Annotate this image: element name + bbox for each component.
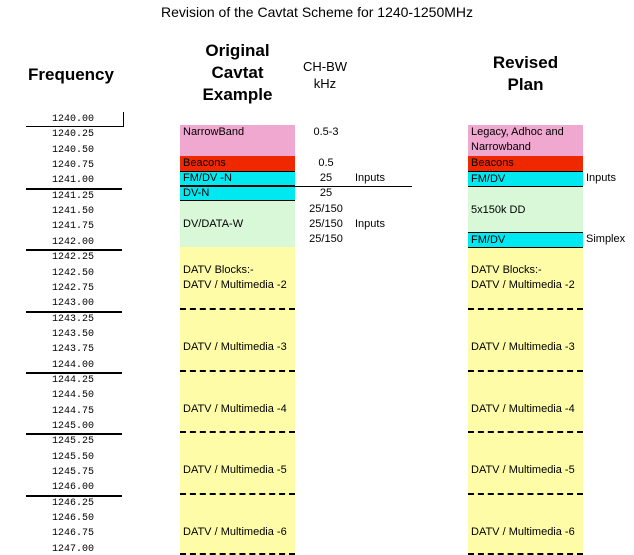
original-beacons: Beacons xyxy=(180,156,295,171)
chbw-value-3: 25 xyxy=(319,172,333,184)
frequency-row: 1245.25 xyxy=(51,436,94,448)
chbw-value-4: 25 xyxy=(319,187,333,199)
inputs-note-3: Inputs xyxy=(586,172,616,184)
revised-divider-1243 xyxy=(468,308,583,310)
revised-datv-block-6 xyxy=(468,493,583,555)
frequency-heading-text: Frequency xyxy=(28,65,114,84)
revised-divider-1245 xyxy=(468,431,583,433)
revised-fmdv-2: FM/DV xyxy=(468,232,583,248)
frequency-row: 1244.75 xyxy=(51,405,94,417)
frequency-row: 1244.25 xyxy=(51,374,94,386)
original-datv3-label: DATV / Multimedia -3 xyxy=(183,341,287,353)
chbw-heading-line2: kHz xyxy=(313,76,337,91)
original-datv5-label: DATV / Multimedia -5 xyxy=(183,464,287,476)
frequency-row: 1245.75 xyxy=(51,467,94,479)
inputs-note-1: Inputs xyxy=(355,172,385,184)
revised-datv-block-3 xyxy=(468,308,583,370)
frequency-row: 1241.75 xyxy=(51,221,94,233)
revised-datv-block-5 xyxy=(468,431,583,493)
frequency-mhz-divider xyxy=(26,188,122,190)
frequency-row: 1243.50 xyxy=(51,328,94,340)
frequency-mhz-divider xyxy=(26,433,122,435)
frequency-row: 1246.25 xyxy=(51,497,94,509)
revised-datv5-label: DATV / Multimedia -5 xyxy=(471,464,575,476)
frequency-mhz-divider xyxy=(26,495,122,497)
original-narrowband: NarrowBand xyxy=(180,125,295,156)
frequency-row: 1240.75 xyxy=(51,160,94,172)
revised-legacy xyxy=(468,125,583,156)
frequency-row: 1244.50 xyxy=(51,390,94,402)
original-fmdv-n: FM/DV -N xyxy=(180,171,295,186)
revised-datv4-label: DATV / Multimedia -4 xyxy=(471,403,575,415)
original-datv-blocks-label: DATV Blocks:- xyxy=(183,264,254,276)
frequency-row: 1240.50 xyxy=(51,144,94,156)
revised-datv-block-2 xyxy=(468,248,583,308)
revised-heading xyxy=(468,52,583,96)
revised-fmdv-1: FM/DV xyxy=(468,171,583,187)
original-datv-block-2 xyxy=(180,247,295,308)
frequency-row: 1243.75 xyxy=(51,344,94,356)
chbw-value-6: 25/150 xyxy=(309,218,343,230)
chbw-heading xyxy=(293,58,357,92)
revised-datv6-label: DATV / Multimedia -6 xyxy=(471,526,575,538)
original-divider-1245 xyxy=(180,431,295,433)
simplex-note: Simplex xyxy=(586,233,626,245)
original-divider-1243 xyxy=(180,308,295,310)
chbw-value-2: 0.5 xyxy=(318,157,334,169)
frequency-row: 1241.25 xyxy=(51,190,94,202)
original-datv6-label: DATV / Multimedia -6 xyxy=(183,526,287,538)
original-heading-line3: Example xyxy=(202,85,273,104)
revised-legacy-line2: Narrowband xyxy=(471,141,531,153)
original-datv2-label: DATV / Multimedia -2 xyxy=(183,279,287,291)
page-title: Revision of the Cavtat Scheme for 1240-1250MHz xyxy=(160,4,474,20)
frequency-row: 1246.00 xyxy=(51,482,94,494)
chbw-value-7: 25/150 xyxy=(309,233,343,245)
revised-divider-1246 xyxy=(468,493,583,495)
chbw-value-5: 25/150 xyxy=(309,203,343,215)
original-datv-block-3 xyxy=(180,308,295,370)
revised-heading-line2: Plan xyxy=(507,75,544,94)
original-divider-1246 xyxy=(180,493,295,495)
frequency-row: 1241.50 xyxy=(51,206,94,218)
revised-legacy-line1: Legacy, Adhoc and xyxy=(471,126,564,138)
frequency-row: 1247.00 xyxy=(51,543,94,555)
frequency-row: 1245.50 xyxy=(51,451,94,463)
revised-datv2-label: DATV / Multimedia -2 xyxy=(471,279,575,291)
revised-datv3-label: DATV / Multimedia -3 xyxy=(471,341,575,353)
chbw-heading-line1: CH-BW xyxy=(302,59,348,74)
original-datv-block-4 xyxy=(180,370,295,431)
original-datv4-label: DATV / Multimedia -4 xyxy=(183,403,287,415)
frequency-mhz-divider xyxy=(26,372,122,374)
original-heading-line1: Original xyxy=(205,41,270,60)
revised-5x150k-dd: 5x150k DD xyxy=(468,187,583,232)
divider-line-1241 xyxy=(180,186,412,187)
original-dv-data-w: DV/DATA-W xyxy=(180,201,295,247)
original-datv-block-5 xyxy=(180,431,295,493)
revised-heading-line1: Revised xyxy=(492,53,559,72)
original-heading-line2: Cavtat xyxy=(211,63,264,82)
frequency-row: 1242.50 xyxy=(51,267,94,279)
original-heading xyxy=(180,40,295,106)
frequency-row: 1244.00 xyxy=(51,359,94,371)
chbw-value-1: 0.5-3 xyxy=(313,126,339,138)
frequency-mhz-divider xyxy=(26,311,122,313)
frequency-row: 1245.00 xyxy=(51,421,94,432)
frequency-row: 1246.75 xyxy=(51,528,94,540)
inputs-note-2: Inputs xyxy=(355,218,385,230)
frequency-row: 1242.00 xyxy=(51,236,94,248)
frequency-row: 1242.75 xyxy=(51,282,94,294)
frequency-mhz-divider xyxy=(26,249,122,251)
original-dv-n: DV-N xyxy=(180,186,295,201)
revised-datv-blocks-label: DATV Blocks:- xyxy=(471,264,542,276)
revised-datv-block-4 xyxy=(468,370,583,431)
frequency-heading xyxy=(16,64,126,86)
frequency-row: 1241.00 xyxy=(51,175,94,187)
original-datv-block-6 xyxy=(180,493,295,555)
frequency-row: 1242.25 xyxy=(51,252,94,264)
frequency-row: 1243.25 xyxy=(51,313,94,325)
frequency-row: 1240.25 xyxy=(51,129,94,141)
revised-beacons: Beacons xyxy=(468,156,583,171)
frequency-row: 1243.00 xyxy=(51,298,94,310)
revised-divider-1244 xyxy=(468,370,583,372)
frequency-row: 1246.50 xyxy=(51,513,94,525)
frequency-row: 1240.00 xyxy=(51,114,94,125)
original-divider-1244 xyxy=(180,370,295,372)
